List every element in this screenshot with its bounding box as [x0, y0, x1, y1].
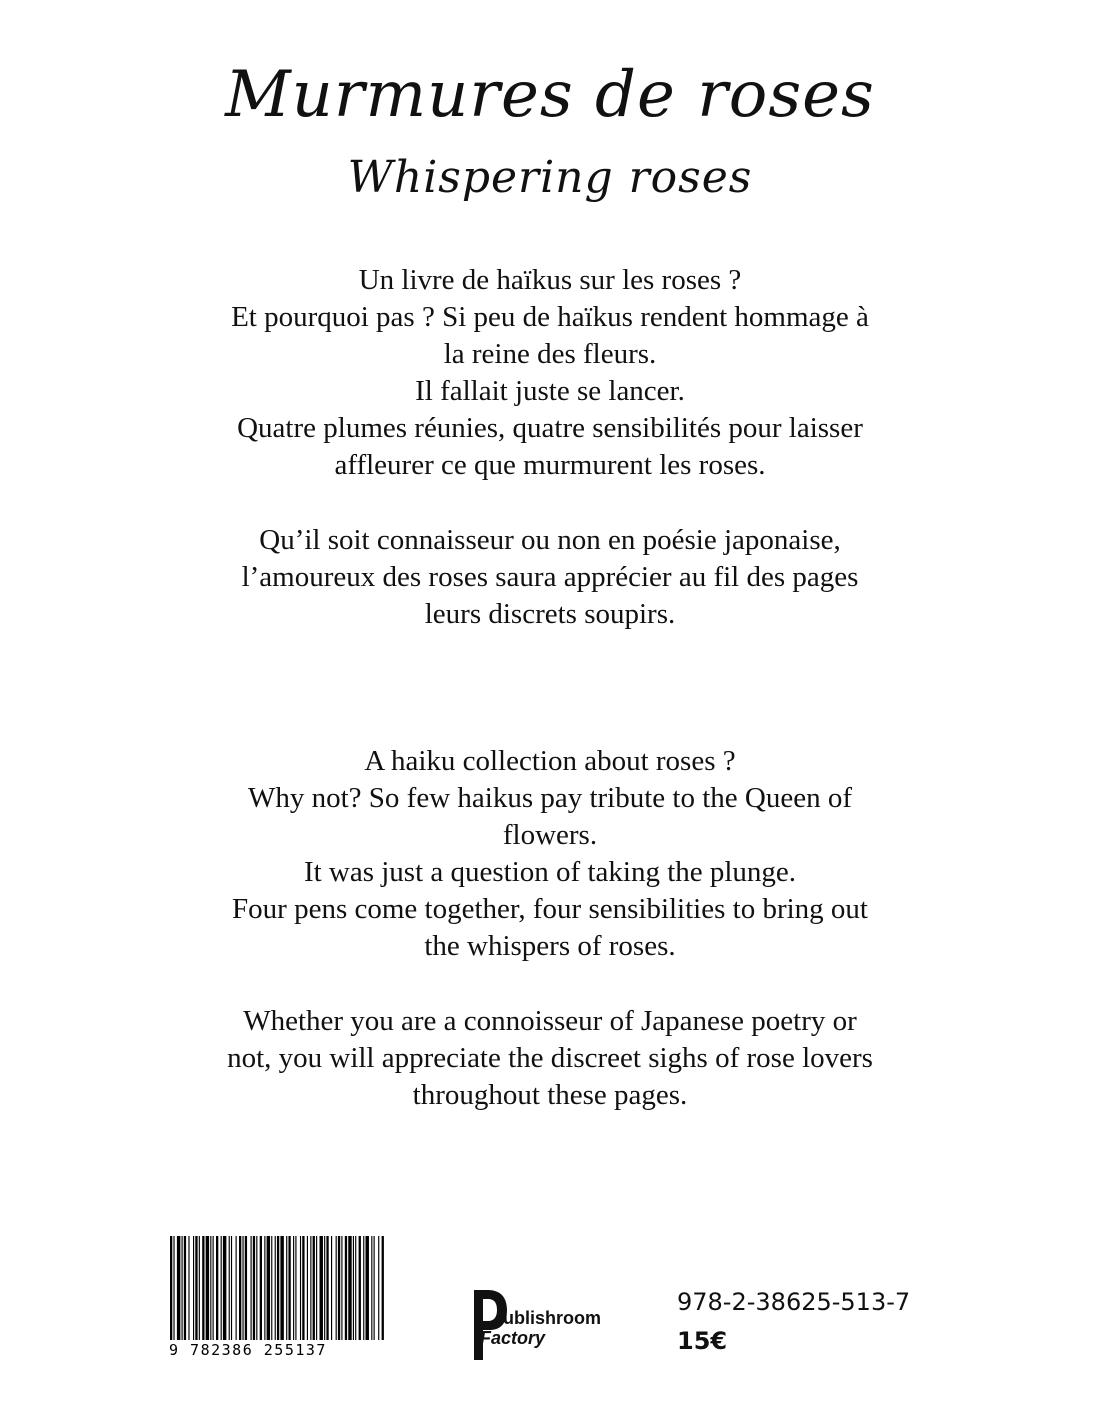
barcode-bar [353, 1236, 354, 1340]
barcode-bar [242, 1236, 243, 1340]
barcode-bar [188, 1236, 189, 1340]
barcode-bar [199, 1236, 200, 1340]
barcode-digits [168, 1339, 384, 1361]
text-line: not, you will appreciate the discreet sighs of rose lovers [227, 1042, 873, 1074]
barcode-bar [326, 1236, 328, 1340]
text-line: Qu’il soit connaisseur ou non en poésie japonaise, [259, 524, 841, 556]
barcode-bar [206, 1236, 209, 1340]
publisher-logo [470, 1288, 630, 1378]
text-line: the whispers of roses. [424, 930, 676, 962]
barcode-bar [378, 1236, 379, 1340]
text-line: It was just a question of taking the plunge. [303, 856, 797, 888]
book-title-french: Murmures de roses [225, 58, 875, 132]
price: 15€ [677, 1327, 728, 1355]
text-line: flowers. [502, 819, 598, 851]
barcode-bar [184, 1236, 186, 1340]
barcode-bar [338, 1236, 340, 1340]
barcode-bar [293, 1236, 294, 1340]
barcode-bar [251, 1236, 252, 1340]
barcode-bar [210, 1236, 211, 1340]
barcode-bar [280, 1236, 283, 1340]
barcode-bar [277, 1236, 279, 1340]
barcode-bar [320, 1236, 323, 1340]
barcode-bar [307, 1236, 308, 1340]
barcode-bar [316, 1236, 317, 1340]
barcode-bar [267, 1236, 270, 1340]
barcode-bar [239, 1236, 241, 1340]
barcode-bar [366, 1236, 369, 1340]
text-line: Quatre plumes réunies, quatre sensibilités pour laisser [237, 412, 863, 444]
barcode-bar [310, 1236, 311, 1340]
barcode-bar [348, 1236, 351, 1340]
english-blurb-paragraph-2 [150, 1003, 950, 1114]
text-line: Whether you are a connoisseur of Japanese poetry or [243, 1005, 857, 1037]
barcode-digits-text: 9 782386 255137 [169, 1341, 327, 1359]
text-line: Il fallait juste se lancer. [415, 375, 685, 407]
barcode-bar [229, 1236, 230, 1340]
french-blurb-paragraph-1 [150, 262, 950, 484]
barcode-bar [271, 1236, 272, 1340]
barcode-bar [286, 1236, 287, 1340]
barcode-bar [223, 1236, 226, 1340]
barcode-bar [236, 1236, 237, 1340]
barcode-bar [363, 1236, 364, 1340]
barcode-bar [177, 1236, 180, 1340]
barcode-bar [382, 1236, 384, 1340]
isbn-number: 978-2-38625-513-7 [677, 1288, 911, 1316]
barcode-bar [245, 1236, 247, 1340]
barcode-bar [256, 1236, 257, 1340]
barcode-bar [173, 1236, 174, 1340]
barcode-bar [341, 1236, 342, 1340]
barcode-bar [264, 1236, 265, 1340]
text-line: Why not? So few haikus pay tribute to the Queen of [247, 782, 852, 814]
barcode-bar [300, 1236, 301, 1340]
text-line: affleurer ce que murmurent les roses. [334, 449, 766, 481]
barcode-bar [216, 1236, 218, 1340]
barcode-bar [253, 1236, 255, 1340]
barcode-bar [213, 1236, 214, 1340]
barcode-bar [324, 1236, 325, 1340]
barcode-bar [359, 1236, 361, 1340]
barcode-bar [170, 1236, 172, 1340]
barcode-bar [302, 1236, 304, 1340]
barcode-bar [221, 1236, 222, 1340]
barcode-bar [231, 1236, 232, 1340]
barcode-bars [168, 1236, 384, 1340]
text-line: Un livre de haïkus sur les roses ? [358, 264, 742, 296]
barcode-bar [374, 1236, 375, 1340]
barcode-bar [202, 1236, 204, 1340]
french-blurb-paragraph-2 [150, 522, 950, 633]
barcode-bar [345, 1236, 347, 1340]
barcode-bar [371, 1236, 372, 1340]
barcode-bar [355, 1236, 356, 1340]
text-line: Four pens come together, four sensibilities to bring out [232, 893, 868, 925]
text-line: throughout these pages. [412, 1079, 688, 1111]
text-line: l’amoureux des roses saura apprécier au fil des pages [241, 561, 859, 593]
barcode-bar [331, 1236, 332, 1340]
barcode-bar [288, 1236, 290, 1340]
barcode-bar [195, 1236, 197, 1340]
text-line: la reine des fleurs. [443, 338, 657, 370]
barcode-bar [295, 1236, 296, 1340]
publisher-logo-text-2: Factory [480, 1328, 546, 1348]
barcode-bar [193, 1236, 194, 1340]
barcode-bar [313, 1236, 315, 1340]
text-line: Et pourquoi pas ? Si peu de haïkus rendent hommage à [231, 301, 869, 333]
english-blurb-paragraph-1 [150, 743, 950, 965]
barcode-bar [336, 1236, 337, 1340]
text-line: leurs discrets soupirs. [424, 598, 676, 630]
barcode-bar [275, 1236, 276, 1340]
barcode-bar [182, 1236, 183, 1340]
barcode-bar [260, 1236, 262, 1340]
book-title-english: Whispering roses [347, 152, 753, 203]
publisher-logo-text-1: ublishroom [503, 1308, 601, 1328]
text-line: A haiku collection about roses ? [364, 745, 736, 777]
